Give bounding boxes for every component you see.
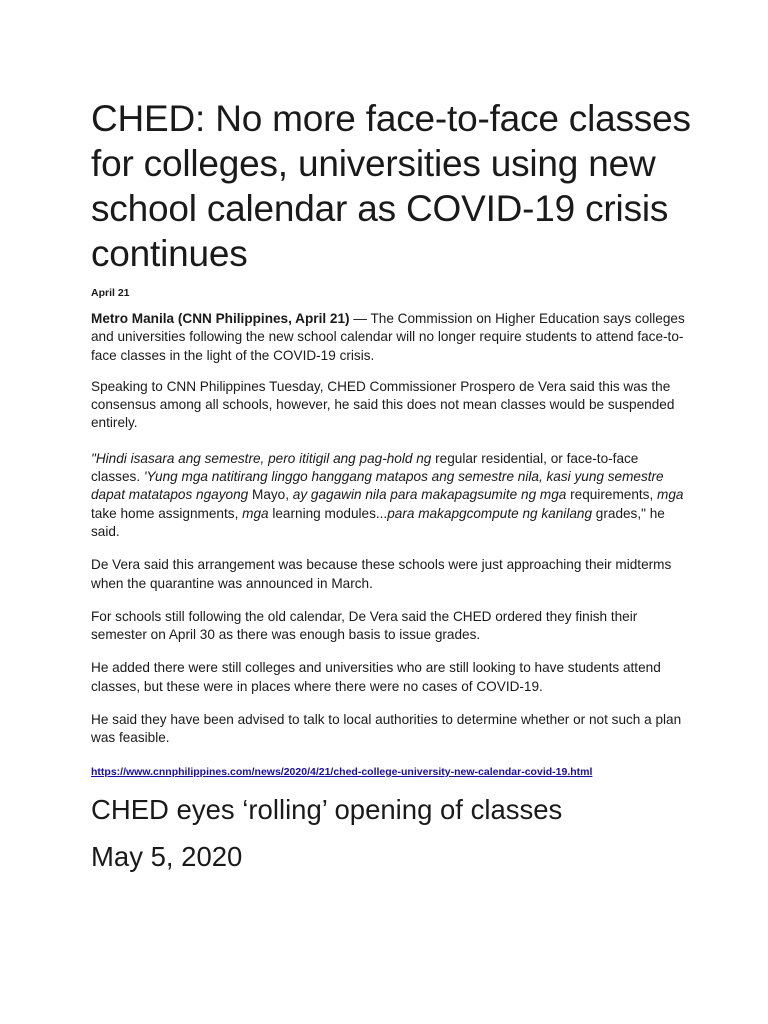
next-article-date: May 5, 2020: [91, 840, 243, 872]
lead-text: — The Commission on Higher Education says colleges and universities following the new school calendar will no longer require students to attend face-to-face classes in the light of the COVID-19 crisis.: [91, 311, 685, 363]
article-date: April 21: [91, 287, 130, 299]
quote-segment: ay gagawin nila para makapagsumite ng mga: [292, 487, 567, 503]
quote-segment: mga: [242, 505, 269, 521]
quote-segment: mga: [657, 487, 684, 503]
paragraph-6: He added there were still colleges and universities who are still looking to have students attend classes, but these were in places where there were no cases of COVID-19.: [91, 660, 661, 694]
quote-segment: Mayo,: [248, 487, 293, 503]
quote-segment: requirements,: [566, 487, 658, 503]
next-article-title: CHED eyes ‘rolling’ opening of classes: [91, 793, 563, 825]
document-page: [91, 96, 691, 874]
quote-paragraph: [91, 450, 691, 541]
quote-segment: regular residential, or face-to-face classes.: [91, 450, 639, 485]
quote-segment: take home assignments,: [91, 505, 243, 521]
quote-segment: para makapgcompute ng kanilang: [387, 505, 593, 521]
paragraph-5: For schools still following the old calendar, De Vera said the CHED ordered they finish their semester on April 30 as there was enough basis to issue grades.: [91, 608, 638, 643]
paragraph-4: De Vera said this arrangement was because these schools were just approaching their midterms when the quarantine was announced in March.: [91, 557, 672, 591]
paragraph-7: He said they have been advised to talk to local authorities to determine whether or not such a plan was feasible.: [91, 712, 682, 746]
source-link[interactable]: https://www.cnnphilippines.com/news/2020/4/21/ched-college-university-new-calendar-covid-19.html: [91, 765, 593, 778]
quote-segment: learning modules...: [268, 505, 388, 521]
quote-segment: grades," he said.: [91, 505, 665, 539]
quote-segment: "Hindi isasara ang semestre, pero ititigil ang pag-hold ng: [91, 450, 432, 466]
article-title: CHED: No more face-to-face classes for colleges, universities using new school calendar as COVID-19 crisis continues: [91, 98, 691, 274]
lead-source: Metro Manila (CNN Philippines, April 21): [91, 311, 350, 326]
paragraph-2: Speaking to CNN Philippines Tuesday, CHED Commissioner Prospero de Vera said this was the consensus among all schools, however, he said this does not mean classes would be suspended entirely.: [91, 378, 675, 431]
lead-paragraph: [91, 310, 691, 365]
quote-segment: 'Yung mga natitirang linggo hanggang matapos ang semestre nila, kasi yung semestre dapat matatapos ngayong: [91, 469, 664, 503]
